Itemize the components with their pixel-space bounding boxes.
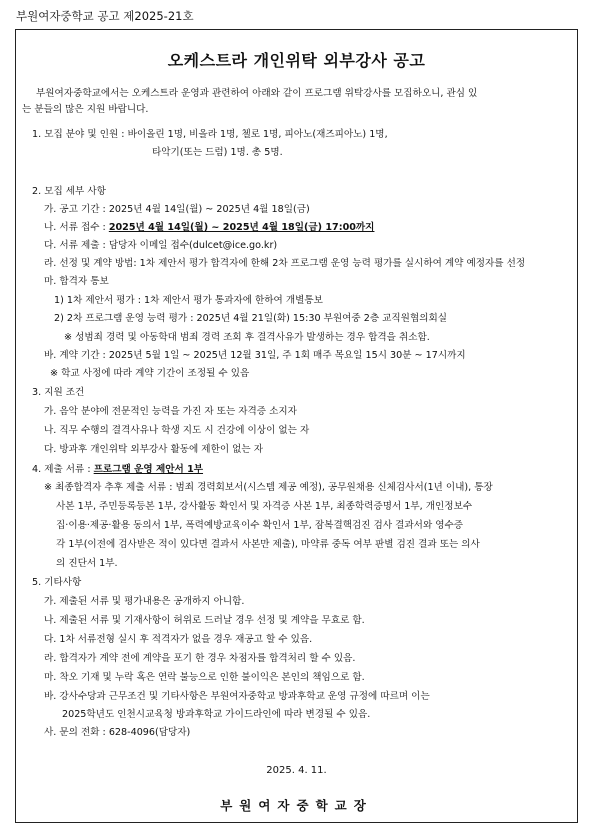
section-2-item-f: 바. 계약 기간 : 2025년 5월 1일 ~ 2025년 12월 31일, 주 1회 매주 목요일 15시 30분 ~ 17시까지 — [44, 350, 466, 361]
section-4-documents — [32, 464, 203, 476]
principal-signature: 부원여자중학교장 — [220, 798, 373, 813]
intro-line-1: 부원여자중학교에서는 오케스트라 운영과 관련하여 아래와 같이 프로그램 위탁강사를 모집하오니, 관심 있 — [36, 88, 478, 99]
section-4-note-line-1: ※ 최종합격자 추후 제출 서류 : 범죄 경력회보서(시스템 제공 예정), 공무원채용 신체검사서(1년 이내), 통장 — [44, 482, 493, 493]
section-5-item-a: 가. 제출된 서류 및 평가내용은 공개하지 아니함. — [44, 596, 245, 607]
section-3-heading: 3. 지원 조건 — [32, 387, 85, 398]
section-1-label: 1. 모집 분야 및 인원 : — [32, 129, 128, 140]
section-4-label: 4. 제출 서류 : — [32, 464, 94, 475]
section-5-item-c: 다. 1차 서류전형 실시 후 적격자가 없을 경우 재공고 할 수 있음. — [44, 634, 313, 645]
section-2-item-e1: 1) 1차 제안서 평가 : 1차 제안서 평가 통과자에 한하여 개별통보 — [54, 295, 323, 306]
section-5-item-g-contact: 사. 문의 전화 : 628-4096(담당자) — [44, 727, 191, 738]
notice-date: 2025. 4. 11. — [266, 765, 327, 776]
section-2-note-f: ※ 학교 사정에 따라 계약 기간이 조정될 수 있음 — [50, 368, 250, 379]
section-5-item-b: 나. 제출된 서류 및 기재사항이 허위로 드러날 경우 선정 및 계약을 무효로 함. — [44, 615, 365, 626]
submission-label: 나. 서류 접수 : — [44, 222, 109, 233]
section-5-heading: 5. 기타사항 — [32, 577, 82, 588]
section-5-item-f: 바. 강사수당과 근무조건 및 기타사항은 부원여자중학교 방과후학교 운영 규정에 따르며 이는 — [44, 691, 430, 702]
notice-document — [15, 29, 578, 823]
section-2-item-a: 가. 공고 기간 : 2025년 4월 14일(월) ~ 2025년 4월 18일(금) — [44, 204, 310, 215]
section-2-item-e: 마. 합격자 통보 — [44, 276, 109, 287]
section-2-item-d: 라. 선정 및 계약 방법: 1차 제안서 평가 합격자에 한해 2차 프로그램 운영 능력 평가를 실시하여 계약 예정자를 선정 — [44, 258, 526, 269]
section-2-note-e: ※ 성범죄 경력 및 아동학대 범죄 경력 조회 후 결격사유가 발생하는 경우 합격을 취소함. — [64, 332, 430, 343]
section-1-value-line-2: 타악기(또는 드럼) 1명. 총 5명. — [152, 147, 283, 158]
section-2-item-c: 다. 서류 제출 : 담당자 이메일 접수(dulcet@ice.go.kr) — [44, 240, 278, 251]
section-2-heading: 2. 모집 세부 사항 — [32, 186, 106, 197]
section-3-item-a: 가. 음악 분야에 전문적인 능력을 가진 자 또는 자격증 소지자 — [44, 406, 297, 417]
section-3-item-c: 다. 방과후 개인위탁 외부강사 활동에 제한이 없는 자 — [44, 444, 264, 455]
intro-line-2: 는 분들의 많은 지원 바랍니다. — [22, 104, 149, 115]
notice-title: 오케스트라 개인위탁 외부강사 공고 — [167, 51, 426, 70]
section-4-note-line-2: 사본 1부, 주민등록등본 1부, 강사활동 확인서 및 자격증 사본 1부, 최종학력증명서 1부, 개인정보수 — [56, 501, 473, 512]
section-4-value: 프로그램 운영 제안서 1부 — [93, 464, 204, 475]
section-1-recruit-field — [32, 129, 388, 141]
section-5-item-f-cont: 2025학년도 인천시교육청 방과후학교 가이드라인에 따라 변경될 수 있음. — [62, 709, 371, 720]
section-2-item-e2: 2) 2차 프로그램 운영 능력 평가 : 2025년 4월 21일(화) 15:30 부원여중 2층 교직원협의회실 — [54, 313, 448, 324]
submission-deadline: 2025년 4월 14일(월) ~ 2025년 4월 18일(금) 17:00까지 — [108, 222, 375, 233]
notice-reference-number: 부원여자중학교 공고 제2025-21호 — [16, 9, 194, 23]
section-3-item-b: 나. 직무 수행의 결격사유나 학생 지도 시 건강에 이상이 없는 자 — [44, 425, 310, 436]
section-1-value: 바이올린 1명, 비올라 1명, 첼로 1명, 피아노(재즈피아노) 1명, — [127, 129, 388, 140]
section-5-item-d: 라. 합격자가 계약 전에 계약을 포기 한 경우 차점자를 합격처리 할 수 있음. — [44, 653, 356, 664]
section-2-item-b — [44, 222, 374, 234]
section-5-item-e: 마. 착오 기재 및 누락 혹은 연락 불능으로 인한 불이익은 본인의 책임으로 함. — [44, 672, 365, 683]
section-4-note-line-5: 의 진단서 1부. — [56, 558, 118, 569]
section-4-note-line-3: 집·이용·제공·활용 동의서 1부, 폭력예방교육이수 확인서 1부, 잠복결핵검진 검사 결과서와 영수증 — [56, 520, 464, 531]
section-4-note-line-4: 각 1부(이전에 검사받은 적이 있다면 결과서 사본만 제출), 마약류 중독 여부 판별 검진 결과 또는 의사 — [56, 539, 480, 550]
